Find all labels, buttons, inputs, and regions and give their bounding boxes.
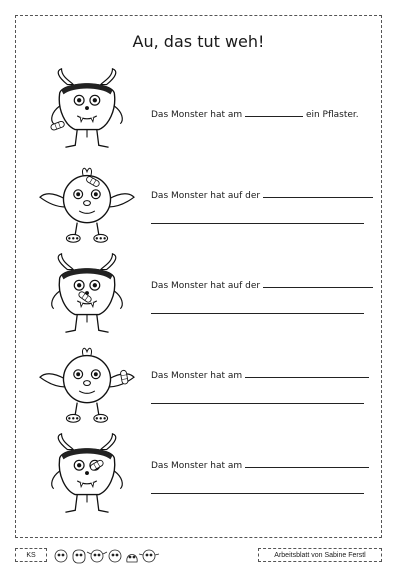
sentence-prefix: Das Monster hat am	[151, 110, 243, 120]
sentence-prefix: Das Monster hat am	[151, 461, 243, 471]
sentence-prefix: Das Monster hat am	[151, 371, 243, 381]
sentence-suffix: ein Pflaster.	[305, 110, 359, 120]
worksheet-frame	[15, 15, 382, 538]
answer-blank[interactable]	[245, 369, 369, 378]
task-item	[16, 341, 383, 431]
task-sentence	[151, 108, 359, 120]
answer-blank[interactable]	[263, 189, 373, 198]
goblin-monster-icon	[38, 341, 136, 431]
author-credit: Arbeitsblatt von Sabine Ferstl	[258, 548, 382, 562]
task-sentence	[151, 279, 373, 291]
page-title: Au, das tut weh!	[132, 32, 265, 51]
answer-blank[interactable]	[245, 459, 369, 468]
sentence-prefix: Das Monster hat auf der	[151, 191, 261, 201]
answer-line[interactable]	[151, 313, 364, 314]
task-sentence	[151, 189, 373, 201]
horned-monster-icon	[38, 431, 136, 521]
horned-monster-icon	[38, 251, 136, 341]
answer-line[interactable]	[151, 403, 364, 404]
footer	[15, 546, 382, 566]
goblin-monster-icon	[38, 161, 136, 251]
horned-monster-icon	[38, 66, 136, 156]
class-label: KS	[15, 548, 47, 562]
task-item	[16, 161, 383, 251]
task-item	[16, 66, 383, 156]
task-sentence	[151, 369, 369, 381]
answer-blank[interactable]	[263, 279, 373, 288]
task-item	[16, 431, 383, 521]
answer-line[interactable]	[151, 493, 364, 494]
monster-strip-icon	[53, 546, 165, 566]
task-item	[16, 251, 383, 341]
answer-blank[interactable]	[245, 108, 303, 117]
answer-line[interactable]	[151, 223, 364, 224]
sentence-prefix: Das Monster hat auf der	[151, 281, 261, 291]
task-sentence	[151, 459, 369, 471]
